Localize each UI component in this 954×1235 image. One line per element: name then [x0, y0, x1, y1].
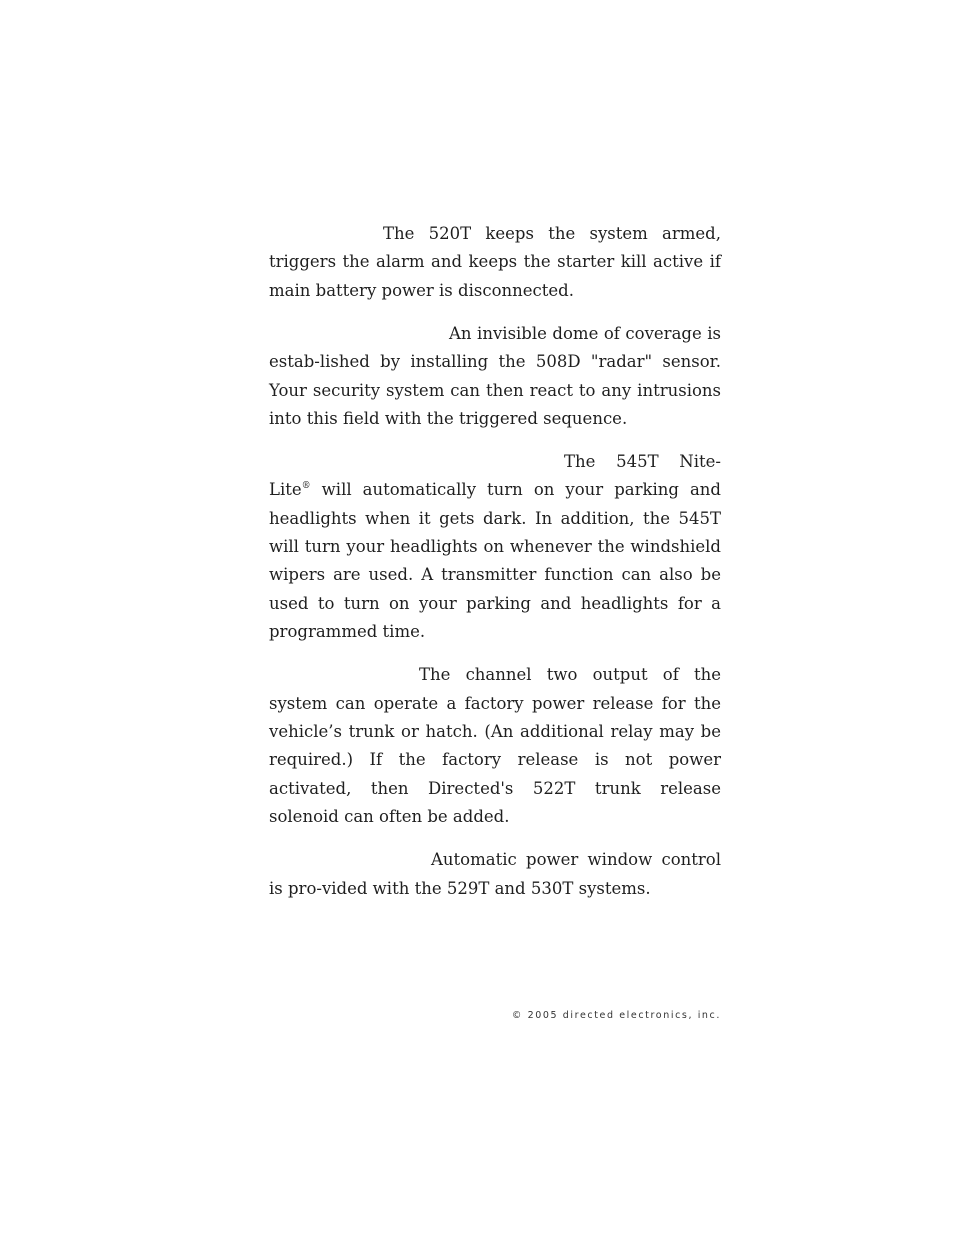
- copyright-footer: © 2005 directed electronics, inc.: [511, 1010, 721, 1021]
- paragraph-nite-lite: [269, 448, 721, 647]
- paragraph-battery-backup: The 520T keeps the system armed, triggers the alarm and keeps the starter kill active if main battery power is disconnected.: [269, 224, 721, 300]
- document-body: [269, 220, 721, 917]
- nite-lite-intro: The 545T Nite-Lite: [269, 451, 721, 500]
- paragraph-trunk-release: The channel two output of the system can operate a factory power release for the vehicle’s trunk or hatch. (An additional relay may be required.) If the factory release is not power activated, then Directed's 522T trunk release solenoid can often be added.: [269, 665, 721, 827]
- registered-mark: ®: [301, 481, 311, 492]
- nite-lite-body: will automatically turn on your parking and headlights when it gets dark. In addition, the 545T will turn your headlights on whenever the windshield wipers are used. A transmitter function can also be used to turn on your parking and headlights for a programmed time.: [269, 480, 721, 642]
- paragraph-power-window: Automatic power window control is pro-vided with the 529T and 530T systems.: [269, 850, 721, 898]
- paragraph-radar-sensor: An invisible dome of coverage is estab-lished by installing the 508D "radar" sensor. Your security system can then react to any intrusions into this field with the triggered sequence.: [269, 323, 721, 428]
